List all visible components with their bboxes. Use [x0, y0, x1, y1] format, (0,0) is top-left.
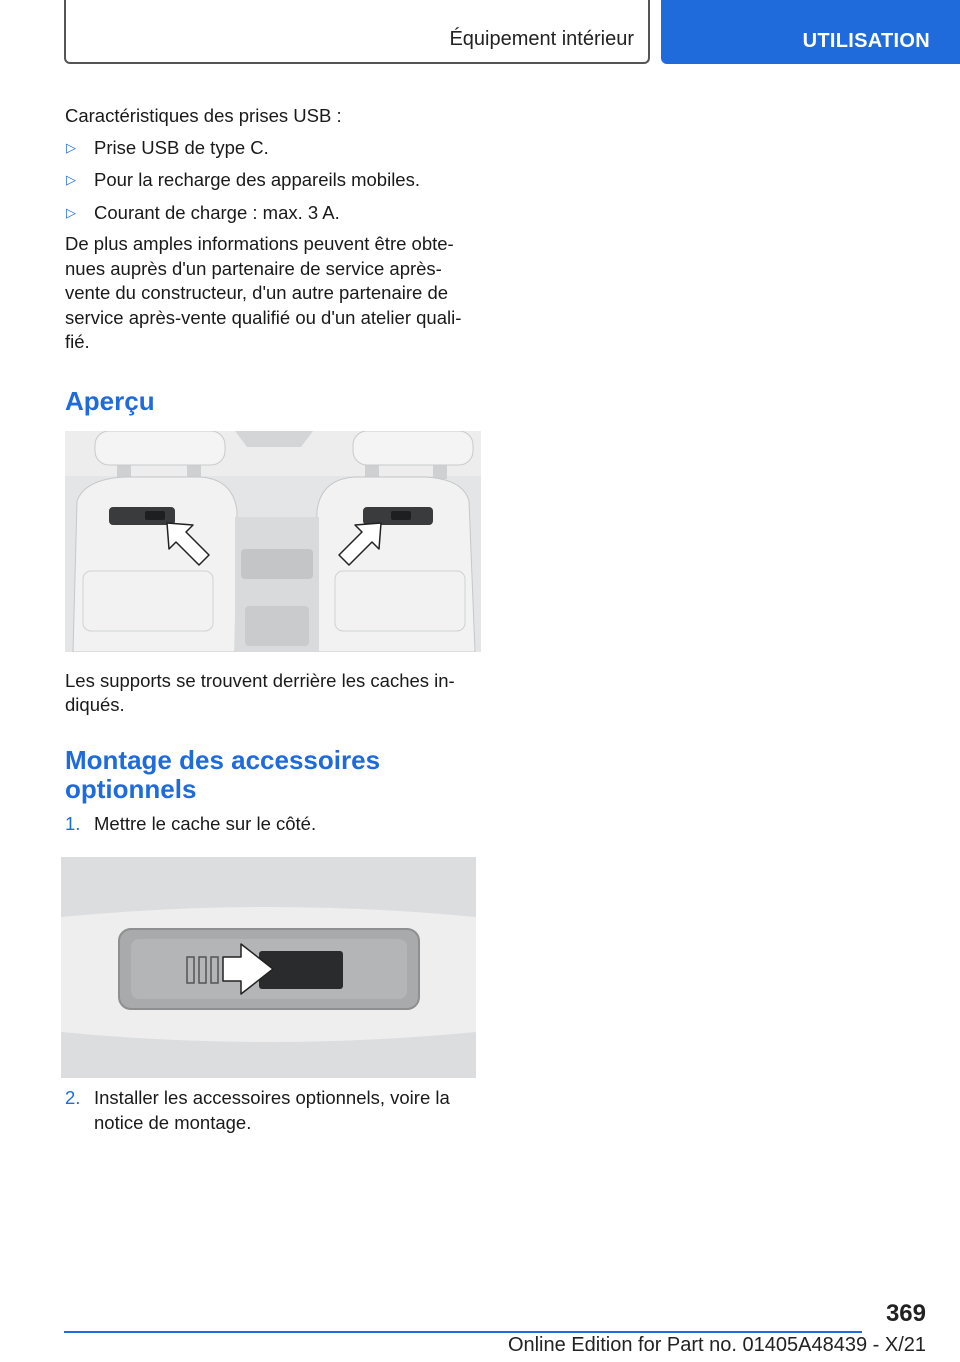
montage-steps [65, 812, 481, 837]
header-section-box [64, 0, 650, 64]
step-number: 1. [65, 812, 81, 834]
list-item [65, 136, 481, 161]
header-chapter-tab[interactable] [661, 0, 960, 64]
header-chapter-title: UTILISATION [802, 30, 930, 52]
list-item-text: Prise USB de type C. [94, 136, 269, 158]
usb-features-list [65, 136, 481, 226]
page-number: 369 [885, 1300, 926, 1327]
apercu-caption: Les supports se trouvent derrière les caches in-diqués. [65, 669, 455, 715]
triangle-bullet-icon: ▷ [66, 139, 76, 155]
header-section-title: Équipement intérieur [449, 28, 634, 50]
triangle-bullet-icon: ▷ [66, 172, 76, 187]
triangle-bullet-icon: ▷ [66, 204, 76, 220]
list-item-text: Pour la recharge des appareils mobiles. [94, 169, 420, 190]
usb-info-paragraph: De plus amples informations peuvent être obte-nues auprès d'un partenaire de service après-vente du constructeur, d'un autre partenaire de service après-vente qualifié ou d'un atelier quali-fié. [65, 233, 462, 352]
apercu-heading: Aperçu [65, 385, 155, 416]
list-item [65, 168, 481, 193]
usb-intro: Caractéristiques des prises USB : [65, 105, 342, 126]
footer-divider [64, 1331, 862, 1333]
list-item [65, 812, 481, 837]
montage-heading: Montage des accessoires optionnels [65, 744, 381, 804]
step-number: 2. [65, 1087, 81, 1108]
content-column [65, 104, 481, 1135]
step-text: Mettre le cache sur le côté. [94, 812, 317, 834]
cache-slide-illustration [61, 857, 476, 1078]
footer-edition: Online Edition for Part no. 01405A48439 - X/21 [507, 1334, 926, 1356]
rear-seats-illustration [65, 431, 481, 652]
list-item [65, 1086, 481, 1135]
montage-steps-continued [65, 1086, 481, 1135]
step-text: Installer les accessoires optionnels, voire la notice de montage. [94, 1087, 450, 1133]
list-item [65, 201, 481, 226]
list-item-text: Courant de charge : max. 3 A. [94, 201, 340, 223]
